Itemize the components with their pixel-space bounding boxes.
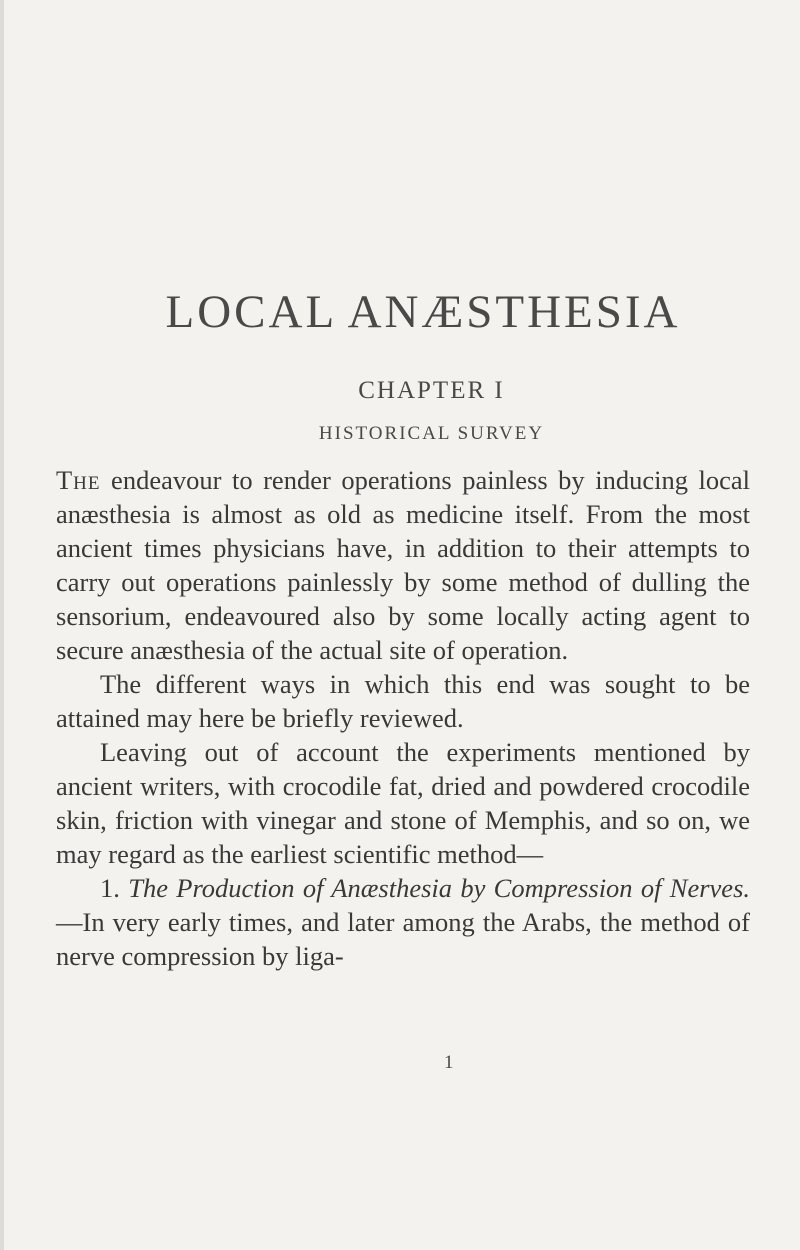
chapter-number: CHAPTER I [358, 377, 505, 404]
page [48, 285, 760, 973]
paragraph-2: The different ways in which this end was sought to be attained may here be briefly reviewed. [56, 669, 750, 733]
paragraph-1-text: endeavour to render operations painless by inducing local anæsthesia is almost as old as medicine itself. From the most ancient times physicians have, in addition to their attempts to carry out operations painlessly by some method of dulling the sensorium, endeavoured also by some locally acting agent to secure anæsthesia of the actual site of operation. [56, 465, 750, 665]
body-text [56, 463, 750, 973]
paragraph-3: Leaving out of account the experiments mentioned by ancient writers, with crocodile fat, dried and powdered crocodile skin, friction with vinegar and stone of Memphis, and so on, we may regard as the earliest scientific method— [56, 737, 750, 869]
paragraph-4-text: —In very early times, and later among the Arabs, the method of nerve compression by liga- [56, 907, 750, 971]
paragraph-4-heading: The Production of Anæsthesia by Compression of Nerves. [128, 873, 751, 903]
paragraph-4 [56, 871, 750, 973]
page-edge [0, 0, 4, 1250]
book-title: LOCAL ANÆSTHESIA [165, 286, 681, 338]
paragraph-4-number: 1. [100, 873, 120, 903]
page-number: 1 [444, 1052, 454, 1073]
paragraph-1 [56, 463, 750, 667]
chapter-title: HISTORICAL SURVEY [318, 423, 545, 444]
paragraph-1-lead: The [56, 465, 101, 495]
